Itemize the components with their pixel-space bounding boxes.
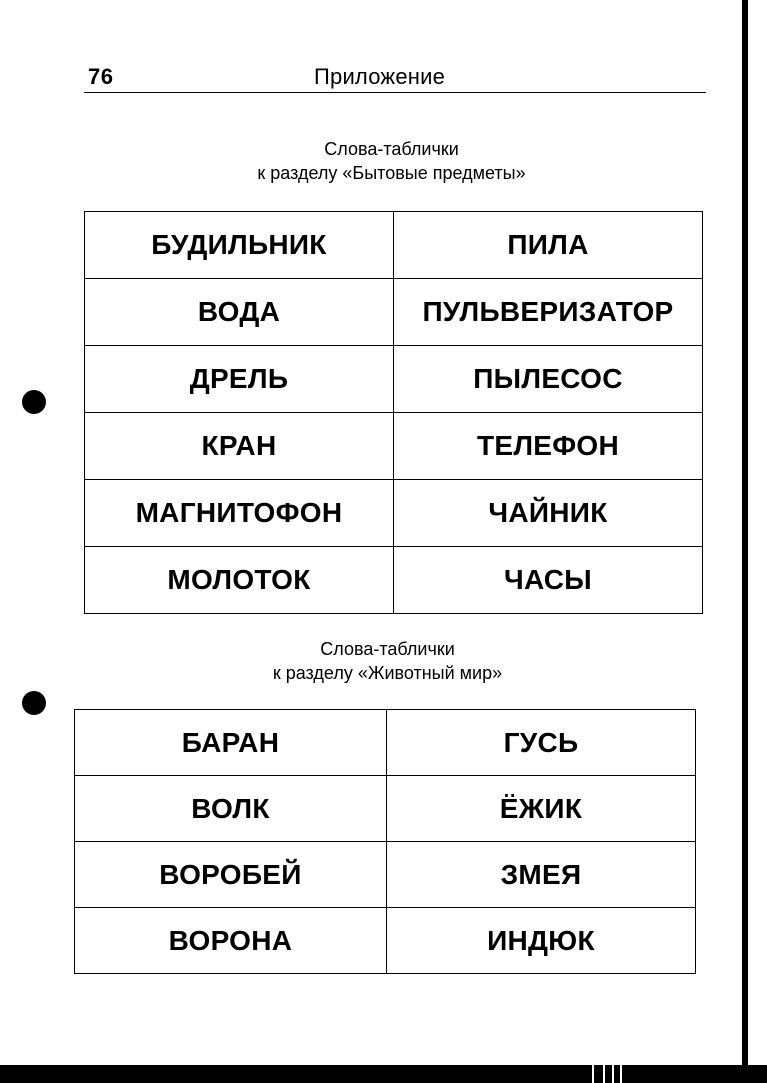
word-card: ПИЛА — [394, 212, 703, 279]
table-row — [75, 710, 696, 776]
word-card: ВОДА — [85, 279, 394, 346]
binding-hole-mark — [22, 691, 46, 715]
scan-artifact-stripe — [612, 1062, 614, 1083]
section-caption-animals — [4, 637, 767, 685]
scan-artifact-stripe — [603, 1062, 605, 1083]
word-card: ЗМЕЯ — [387, 842, 696, 908]
word-card: ЧАСЫ — [394, 547, 703, 614]
caption-line: к разделу «Животный мир» — [272, 663, 503, 683]
word-card: ЧАЙНИК — [394, 480, 703, 547]
scan-edge-right — [742, 0, 748, 1065]
word-table-animals — [74, 709, 696, 974]
table-row — [85, 212, 703, 279]
table-row — [85, 346, 703, 413]
word-card: МОЛОТОК — [85, 547, 394, 614]
word-card: ВОРОБЕЙ — [75, 842, 387, 908]
word-card: ГУСЬ — [387, 710, 696, 776]
table-row — [75, 908, 696, 974]
word-card: КРАН — [85, 413, 394, 480]
table-row — [75, 776, 696, 842]
section-caption-household — [8, 137, 767, 185]
word-card: ПЫЛЕСОС — [394, 346, 703, 413]
word-card: ВОЛК — [75, 776, 387, 842]
word-card: ТЕЛЕФОН — [394, 413, 703, 480]
word-card: БАРАН — [75, 710, 387, 776]
table-row — [85, 279, 703, 346]
word-table-household — [84, 211, 703, 614]
table-row — [85, 547, 703, 614]
word-card: МАГНИТОФОН — [85, 480, 394, 547]
page-header — [84, 62, 706, 93]
page-number: 76 — [88, 64, 114, 89]
table-row — [85, 413, 703, 480]
word-card: ПУЛЬВЕРИЗАТОР — [394, 279, 703, 346]
scan-artifact-stripe — [592, 1062, 594, 1083]
word-card: БУДИЛЬНИК — [85, 212, 394, 279]
word-card: ВОРОНА — [75, 908, 387, 974]
table-row — [75, 842, 696, 908]
scan-artifact-stripe — [620, 1062, 622, 1083]
caption-line: Слова-таблички — [320, 639, 455, 659]
scan-edge-bottom — [0, 1065, 767, 1083]
running-title: Приложение — [314, 64, 446, 89]
table-row — [85, 480, 703, 547]
caption-line: Слова-таблички — [324, 139, 459, 159]
word-card: ЁЖИК — [387, 776, 696, 842]
binding-hole-mark — [22, 390, 46, 414]
caption-line: к разделу «Бытовые предметы» — [257, 163, 526, 183]
word-card: ДРЕЛЬ — [85, 346, 394, 413]
word-card: ИНДЮК — [387, 908, 696, 974]
